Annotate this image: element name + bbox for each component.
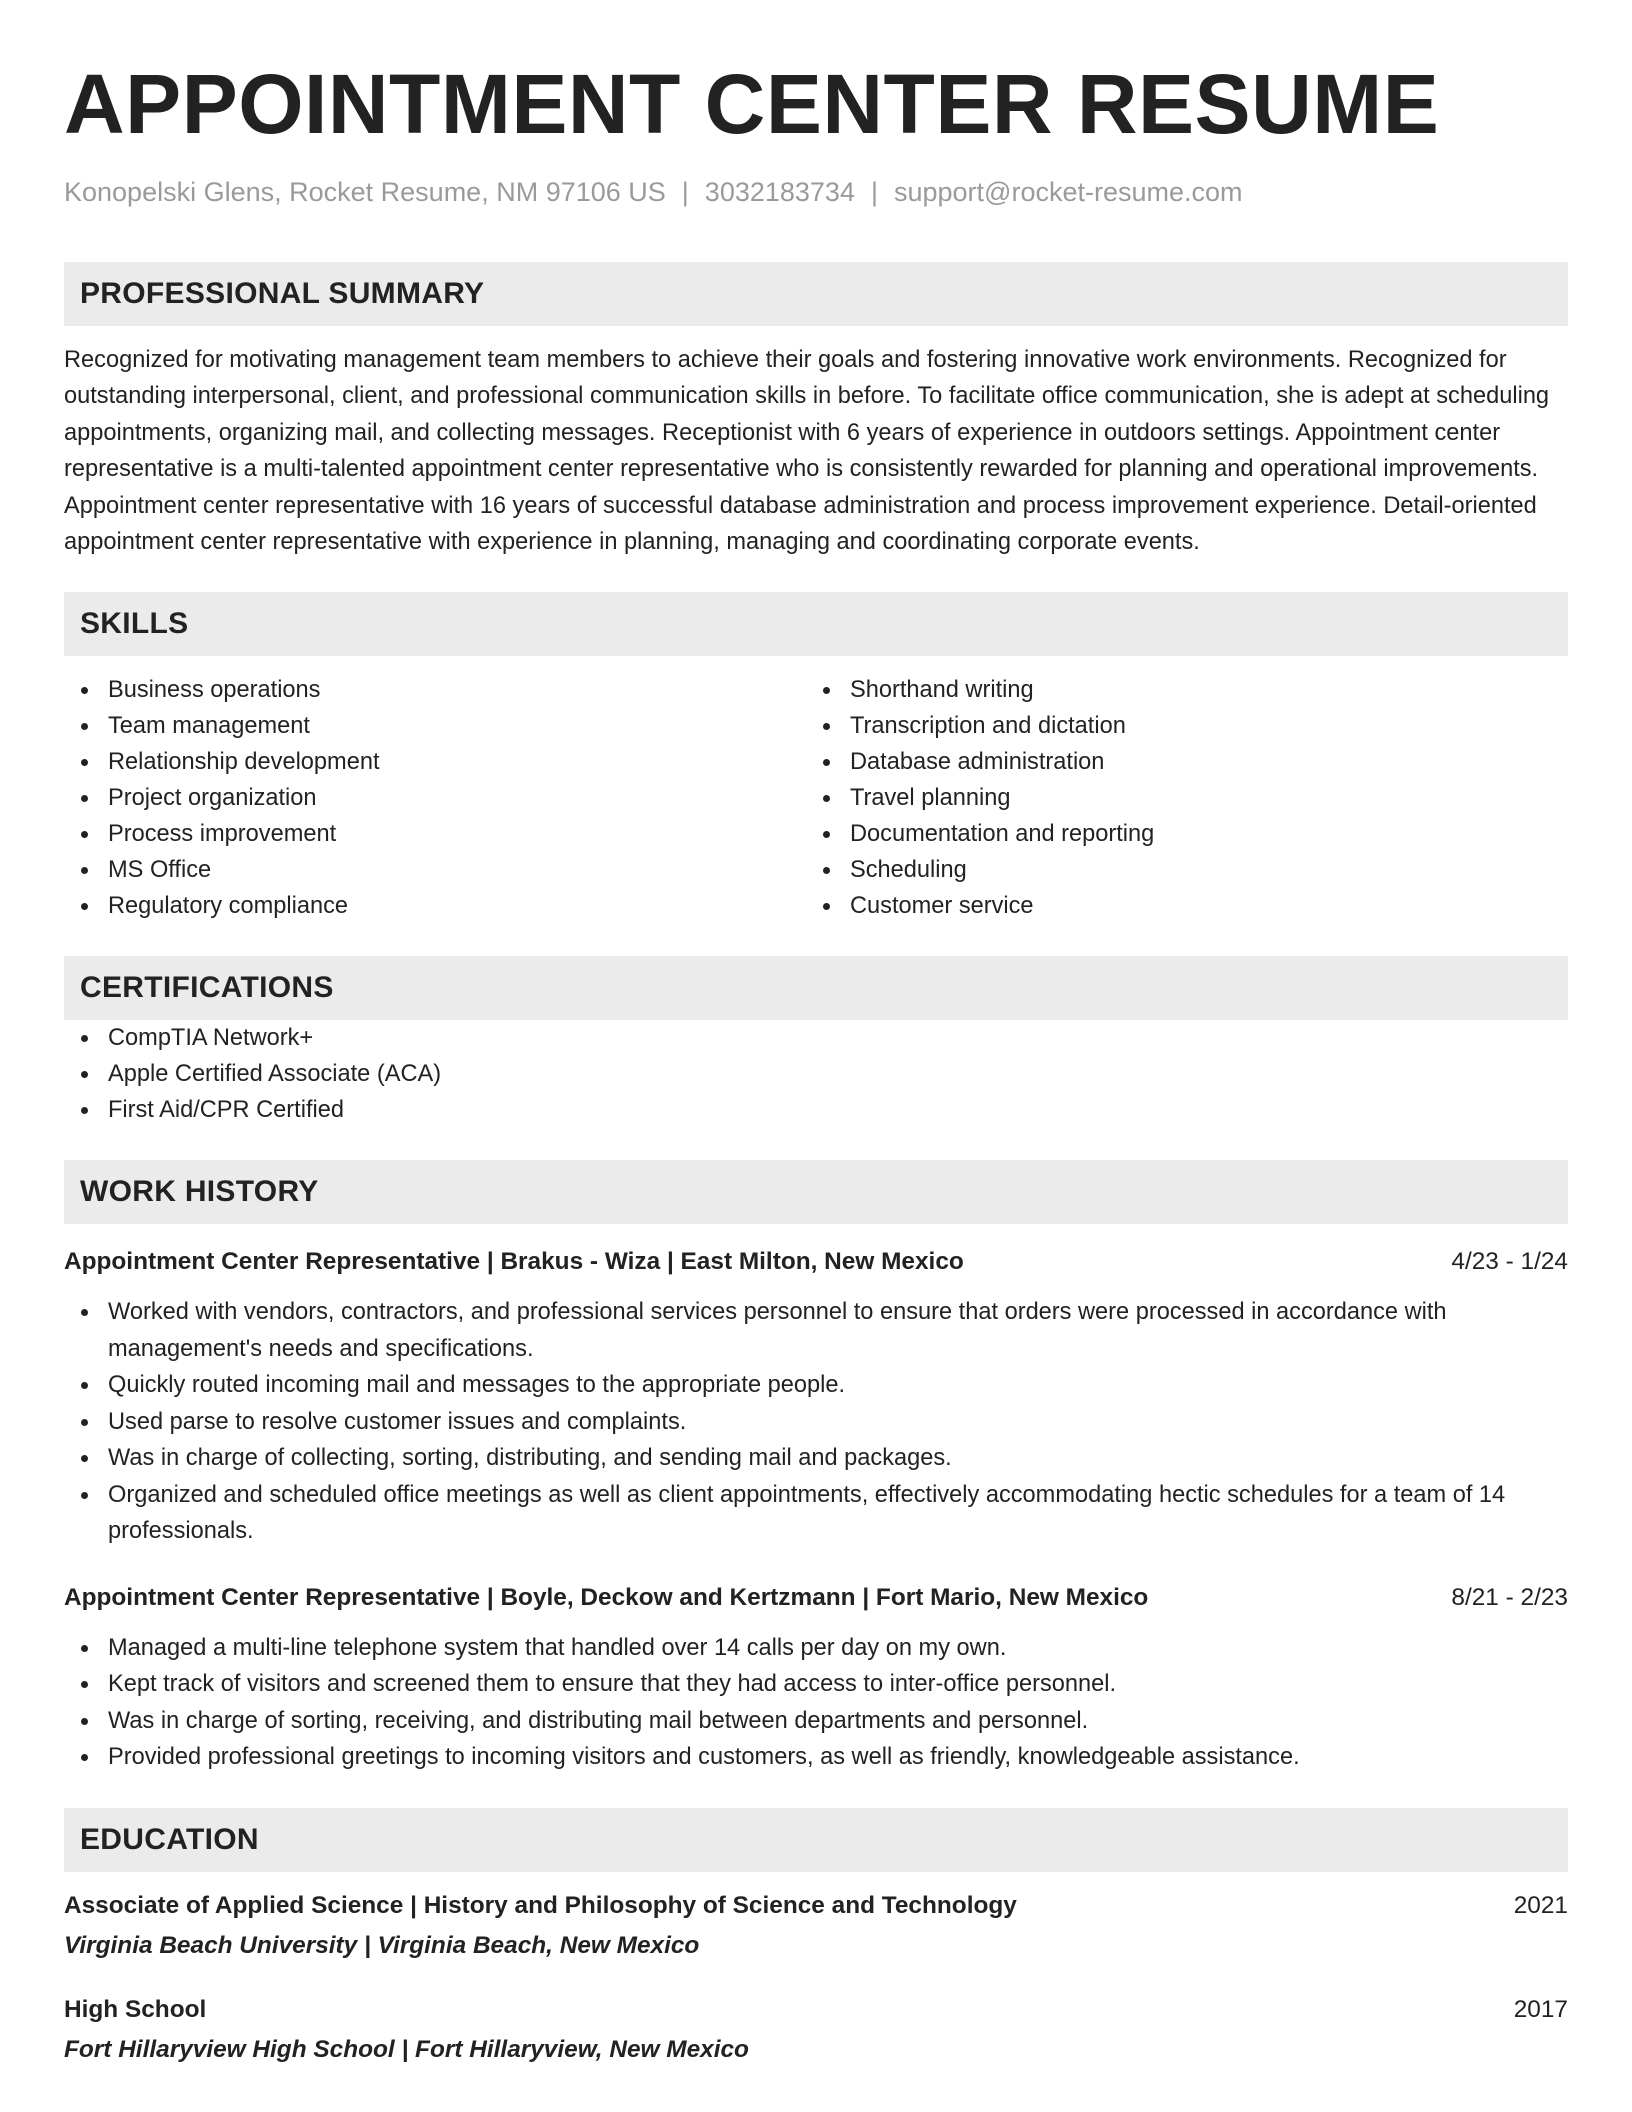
certification-item: CompTIA Network+ [108, 1020, 1568, 1056]
job-header [64, 1244, 1568, 1280]
education-degree: Associate of Applied Science | History and Philosophy of Science and Technology [64, 1891, 1017, 1919]
job-duty: Used parse to resolve customer issues and complaints. [108, 1404, 1568, 1441]
education-header [64, 1992, 1568, 2028]
job-duty: Worked with vendors, contractors, and professional services personnel to ensure that orders were processed in accordance with management's needs and specifications. [108, 1294, 1568, 1367]
education-entry [64, 1992, 1568, 2068]
contact-phone: 3032183734 [704, 177, 855, 207]
skills-heading: SKILLS [64, 592, 1568, 656]
summary-heading: PROFESSIONAL SUMMARY [64, 262, 1568, 326]
skill-item: Relationship development [108, 744, 806, 780]
job-duty: Was in charge of collecting, sorting, distributing, and sending mail and packages. [108, 1440, 1568, 1477]
contact-email: support@rocket-resume.com [893, 177, 1243, 207]
work-history-heading: WORK HISTORY [64, 1160, 1568, 1224]
job-duty: Managed a multi-line telephone system that handled over 14 calls per day on my own. [108, 1630, 1568, 1667]
skill-item: Regulatory compliance [108, 888, 806, 924]
contact-line [64, 174, 1568, 210]
job-entry [64, 1580, 1568, 1776]
job-duty: Was in charge of sorting, receiving, and distributing mail between departments and personnel. [108, 1703, 1568, 1740]
skill-item: Team management [108, 708, 806, 744]
education-entry [64, 1888, 1568, 1964]
skill-item: Shorthand writing [850, 672, 1566, 708]
skill-item: Business operations [108, 672, 806, 708]
job-duty: Kept track of visitors and screened them to ensure that they had access to inter-office personnel. [108, 1666, 1568, 1703]
contact-separator: | [870, 177, 878, 207]
skill-item: Scheduling [850, 852, 1566, 888]
job-title: Appointment Center Representative | Boyle, Deckow and Kertzmann | Fort Mario, New Mexico [64, 1583, 1149, 1611]
skill-item: Transcription and dictation [850, 708, 1566, 744]
skill-item: Project organization [108, 780, 806, 816]
certification-item: Apple Certified Associate (ACA) [108, 1056, 1568, 1092]
skill-item: Customer service [850, 888, 1566, 924]
certifications-list [64, 1020, 1568, 1128]
skill-item: Travel planning [850, 780, 1566, 816]
job-title: Appointment Center Representative | Brakus - Wiza | East Milton, New Mexico [64, 1248, 964, 1276]
education-header [64, 1888, 1568, 1924]
skill-item: Process improvement [108, 816, 806, 852]
education-heading: EDUCATION [64, 1808, 1568, 1872]
job-entry [64, 1244, 1568, 1550]
education-year: 2021 [1513, 1891, 1568, 1919]
summary-text: Recognized for motivating management team members to achieve their goals and fostering innovative work environments. Recognized for outstanding interpersonal, client, and professional communication skills in before. To facilitate office communication, she is adept at scheduling appointments, organizing mail, and collecting messages. Receptionist with 6 years of experience in outdoors settings. Appointment center representative is a multi-talented appointment center representative who is consistently rewarded for planning and operational improvements. Appointment center representative with 16 years of successful database administration and process improvement experience. Detail-oriented appointment center representative with experience in planning, managing and coordinating corporate events. [64, 347, 1550, 556]
resume-title: APPOINTMENT CENTER RESUME [64, 57, 1440, 151]
skills-list-right [806, 672, 1566, 924]
job-duty: Provided professional greetings to incoming visitors and customers, as well as friendly, knowledgeable assistance. [108, 1739, 1568, 1776]
certifications-heading: CERTIFICATIONS [64, 956, 1568, 1020]
skill-item: Database administration [850, 744, 1566, 780]
contact-address: Konopelski Glens, Rocket Resume, NM 97106 US [64, 177, 666, 207]
education-degree: High School [64, 1995, 207, 2023]
skill-item: MS Office [108, 852, 806, 888]
education-year: 2017 [1513, 1995, 1568, 2023]
certification-item: First Aid/CPR Certified [108, 1092, 1568, 1128]
job-duties [64, 1630, 1568, 1776]
job-duty: Quickly routed incoming mail and messages to the appropriate people. [108, 1367, 1568, 1404]
skills-list-left [64, 672, 806, 924]
skill-item: Documentation and reporting [850, 816, 1566, 852]
skills-columns [64, 672, 1568, 924]
job-header [64, 1580, 1568, 1616]
education-school: Virginia Beach University | Virginia Beach, New Mexico [64, 1931, 700, 1959]
education-school: Fort Hillaryview High School | Fort Hillaryview, New Mexico [64, 2035, 749, 2063]
job-dates: 8/21 - 2/23 [1451, 1583, 1568, 1611]
contact-separator: | [681, 177, 689, 207]
job-dates: 4/23 - 1/24 [1451, 1248, 1568, 1276]
job-duty: Organized and scheduled office meetings as well as client appointments, effectively accommodating hectic schedules for a team of 14 professionals. [108, 1477, 1568, 1550]
job-duties [64, 1294, 1568, 1550]
